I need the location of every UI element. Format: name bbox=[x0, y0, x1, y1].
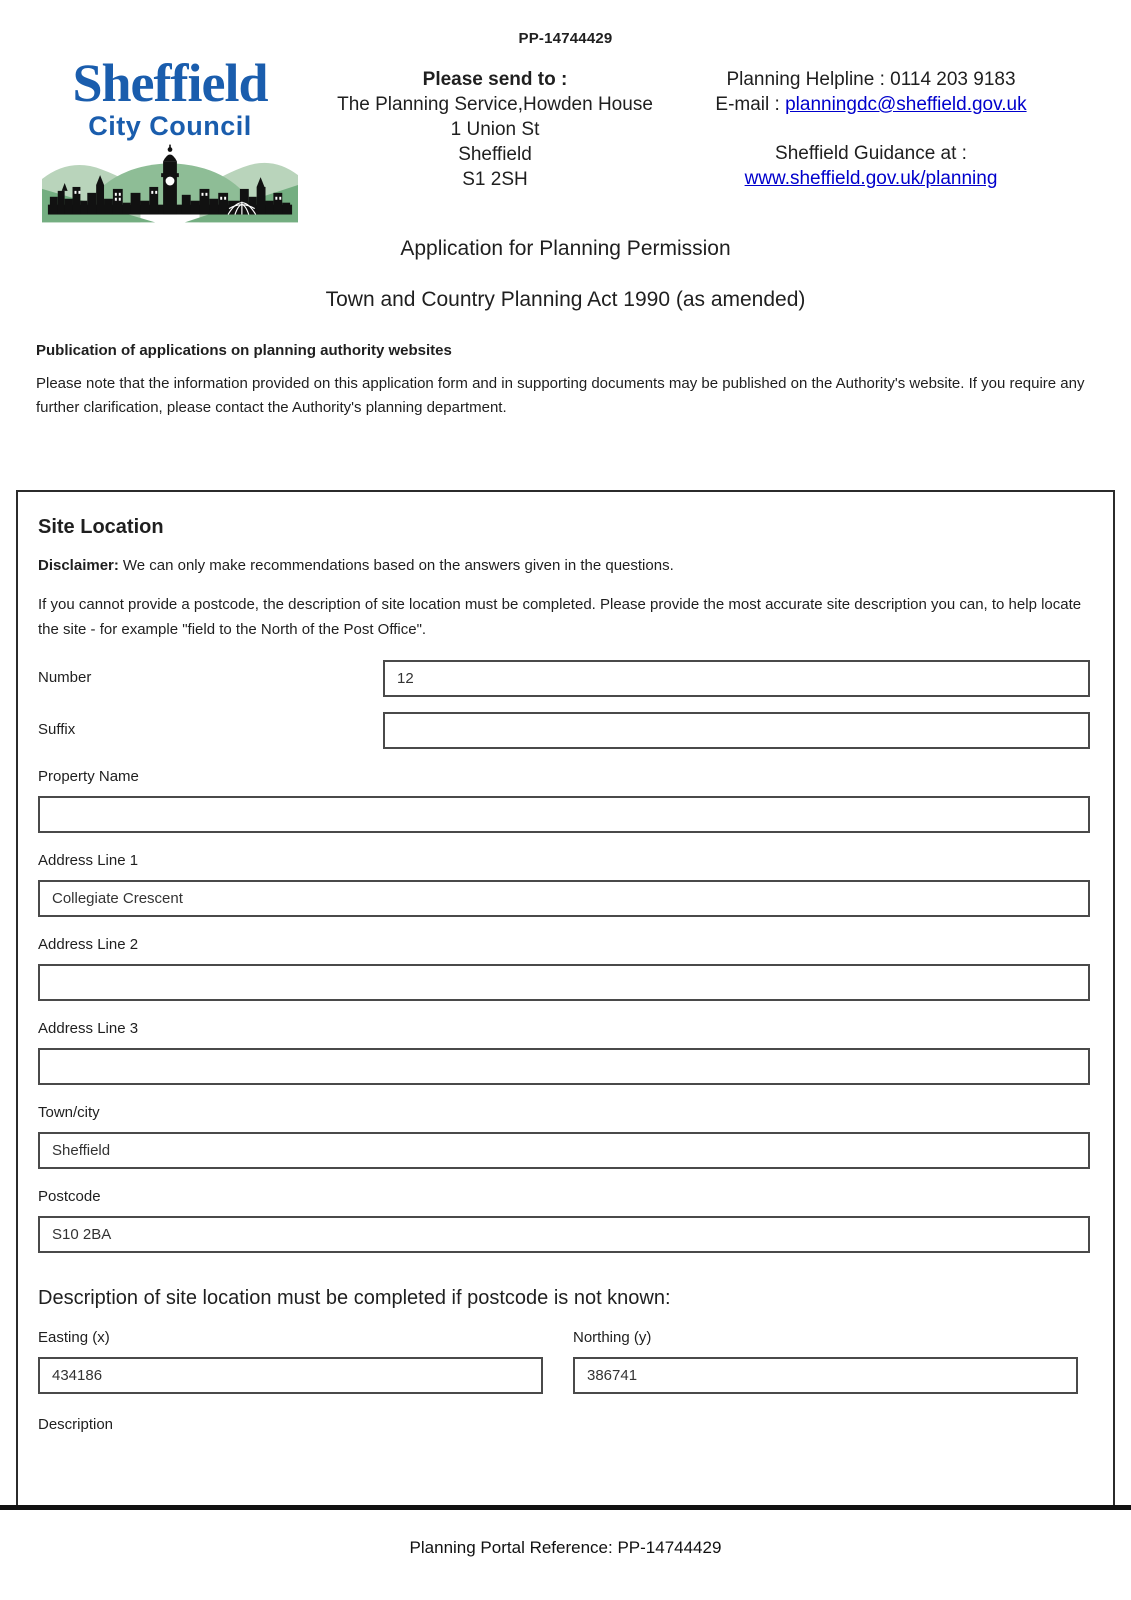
contact-block bbox=[678, 55, 1064, 223]
property-name-label: Property Name bbox=[38, 768, 139, 785]
disclaimer bbox=[38, 557, 1090, 574]
send-to-block bbox=[312, 55, 678, 223]
description-label: Description bbox=[38, 1416, 114, 1433]
address-line-1-input[interactable] bbox=[38, 880, 1090, 917]
site-location-intro: If you cannot provide a postcode, the description of site location must be completed. Please provide the most accurate site description you can, to help locate the site - for example "field to the North of the Post Office". bbox=[38, 596, 1082, 638]
disclaimer-text: We can only make recommendations based on the answers given in the questions. bbox=[122, 557, 674, 574]
email-label: E-mail : bbox=[715, 94, 780, 115]
suffix-label: Suffix bbox=[38, 721, 76, 738]
planning-portal-reference-footer: Planning Portal Reference: PP-14744429 bbox=[409, 1538, 722, 1557]
email-line bbox=[678, 92, 1064, 117]
site-location-heading: Site Location bbox=[38, 516, 164, 538]
easting-label: Easting (x) bbox=[38, 1329, 110, 1346]
publication-body: Please note that the information provided on this application form and in supporting documents may be published on the Authority's website. If you require any further clarification, please contact the Authority's planning department. bbox=[36, 375, 1085, 416]
property-name-input[interactable] bbox=[38, 796, 1090, 833]
postcode-label: Postcode bbox=[38, 1188, 101, 1205]
send-to-line: The Planning Service,Howden House bbox=[337, 94, 653, 115]
town-city-label: Town/city bbox=[38, 1104, 100, 1121]
northing-field bbox=[573, 1329, 1078, 1394]
send-to-line: S1 2SH bbox=[462, 169, 528, 190]
address-line-3-input[interactable] bbox=[38, 1048, 1090, 1085]
form-subtitle: Town and Country Planning Act 1990 (as amended) bbox=[325, 288, 806, 311]
northing-input[interactable] bbox=[573, 1357, 1078, 1394]
send-to-title: Please send to : bbox=[422, 69, 568, 90]
header bbox=[0, 55, 1131, 223]
site-location-section bbox=[16, 490, 1115, 1505]
send-to-line: Sheffield bbox=[458, 144, 532, 165]
address-line-2-row bbox=[38, 936, 1090, 1001]
town-city-input[interactable] bbox=[38, 1132, 1090, 1169]
skyline-hills-icon bbox=[42, 143, 298, 223]
number-row bbox=[38, 660, 1090, 697]
email-link[interactable]: planningdc@sheffield.gov.uk bbox=[785, 94, 1027, 115]
page-break-line bbox=[0, 1505, 1131, 1510]
northing-label: Northing (y) bbox=[573, 1329, 652, 1346]
council-logo bbox=[0, 55, 312, 223]
easting-input[interactable] bbox=[38, 1357, 543, 1394]
address-line-3-row bbox=[38, 1020, 1090, 1085]
form-title: Application for Planning Permission bbox=[400, 237, 731, 260]
description-requirement-heading: Description of site location must be completed if postcode is not known: bbox=[38, 1287, 671, 1309]
suffix-row bbox=[38, 712, 1090, 749]
number-label: Number bbox=[38, 669, 92, 686]
address-line-1-label: Address Line 1 bbox=[38, 852, 139, 869]
address-line-2-input[interactable] bbox=[38, 964, 1090, 1001]
postcode-row bbox=[38, 1188, 1090, 1253]
property-name-row bbox=[38, 768, 1090, 833]
easting-field bbox=[38, 1329, 543, 1394]
planning-portal-reference-top: PP-14744429 bbox=[518, 30, 613, 47]
publication-heading: Publication of applications on planning authority websites bbox=[36, 342, 452, 359]
town-city-row bbox=[38, 1104, 1090, 1169]
address-line-1-row bbox=[38, 852, 1090, 917]
send-to-line: 1 Union St bbox=[450, 119, 540, 140]
address-line-2-label: Address Line 2 bbox=[38, 936, 139, 953]
disclaimer-label: Disclaimer: bbox=[38, 557, 119, 574]
logo-city-council-text: City Council bbox=[88, 111, 252, 141]
guidance-label: Sheffield Guidance at : bbox=[775, 143, 967, 164]
guidance-link[interactable]: www.sheffield.gov.uk/planning bbox=[744, 168, 998, 189]
address-line-3-label: Address Line 3 bbox=[38, 1020, 139, 1037]
planning-helpline: Planning Helpline : 0114 203 9183 bbox=[726, 69, 1016, 90]
postcode-input[interactable] bbox=[38, 1216, 1090, 1253]
number-input[interactable] bbox=[383, 660, 1090, 697]
suffix-input[interactable] bbox=[383, 712, 1090, 749]
logo-sheffield-text: Sheffield bbox=[72, 53, 268, 113]
coordinates-row bbox=[38, 1329, 1090, 1394]
